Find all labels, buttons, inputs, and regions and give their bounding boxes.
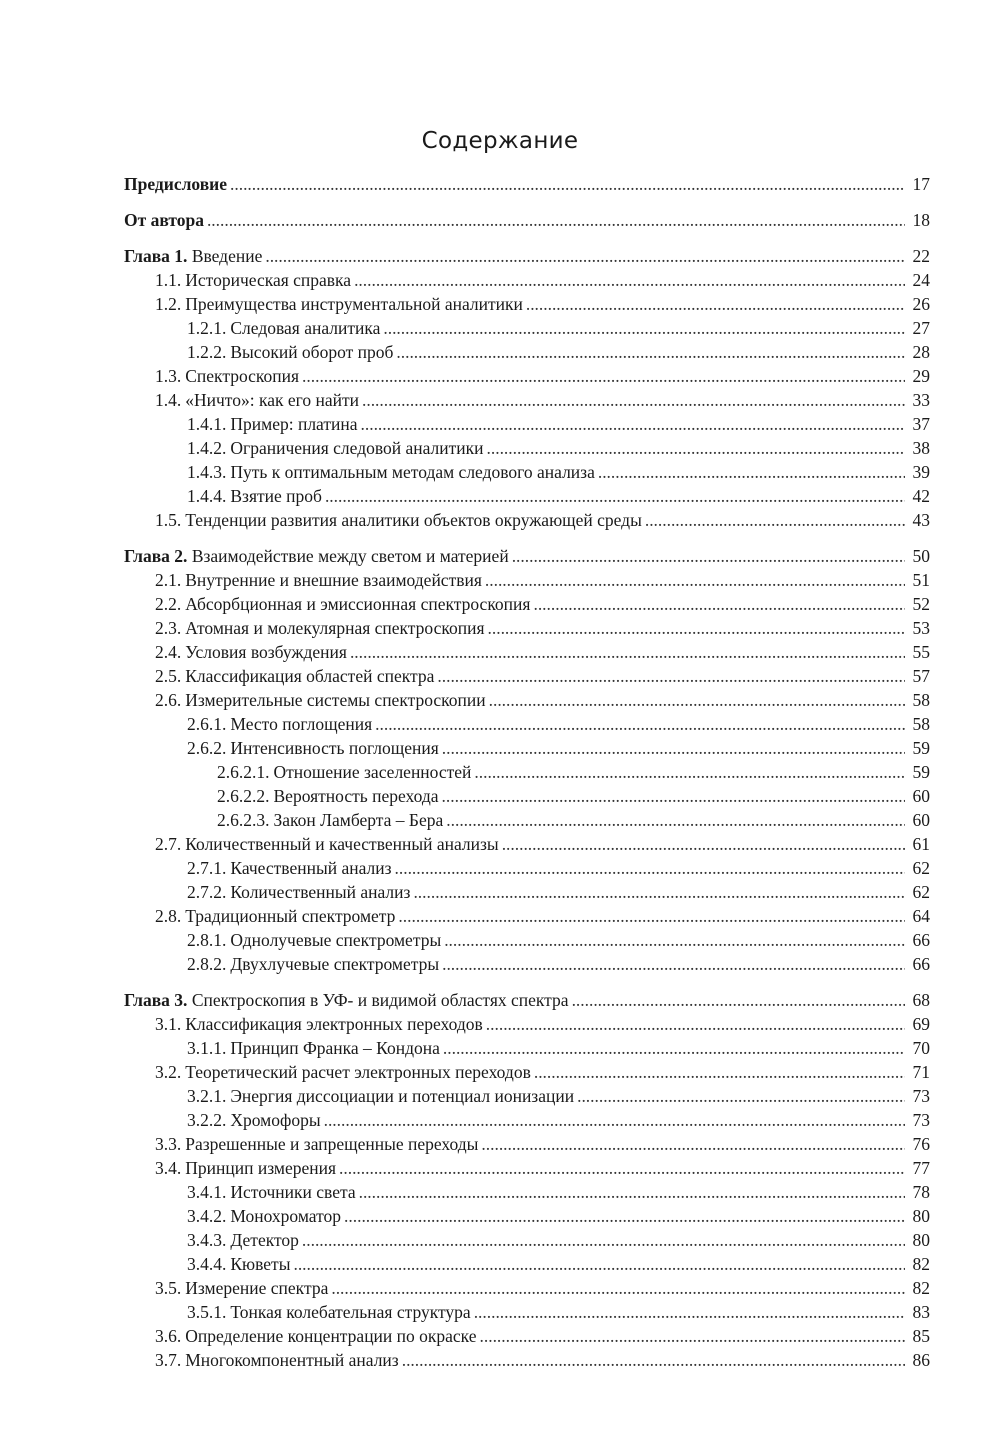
section-number: 3.4.2. <box>187 1206 227 1226</box>
toc-page-number: 38 <box>912 438 930 458</box>
toc-entry[interactable] <box>155 1156 930 1180</box>
dot-leader <box>361 412 905 436</box>
toc-entry[interactable] <box>187 316 930 340</box>
section-title: Теоретический расчет электронных переходов <box>185 1062 531 1082</box>
toc-entry-label <box>155 1132 478 1156</box>
toc-entry[interactable] <box>155 1060 930 1084</box>
chapter-prefix: Глава 1. <box>124 246 188 266</box>
section-number: 3.1.1. <box>187 1038 227 1058</box>
toc-page-number: 43 <box>912 510 930 530</box>
toc-entry[interactable] <box>187 856 930 880</box>
dot-leader <box>325 484 905 508</box>
toc-entry[interactable] <box>155 1324 930 1348</box>
section-title: Вероятность перехода <box>273 786 439 806</box>
toc-entry[interactable] <box>155 364 930 388</box>
toc-entry[interactable] <box>155 592 930 616</box>
toc-entry[interactable] <box>155 268 930 292</box>
section-number: 3.2. <box>155 1062 182 1082</box>
section-title: Детектор <box>230 1230 299 1250</box>
dot-leader <box>396 340 905 364</box>
section-title: Кюветы <box>230 1254 291 1274</box>
section-number: 1.4.3. <box>187 462 227 482</box>
toc-entry[interactable] <box>187 1204 930 1228</box>
toc-page-number: 57 <box>912 666 930 686</box>
dot-leader <box>526 292 905 316</box>
dot-leader <box>489 688 905 712</box>
dot-leader <box>577 1084 905 1108</box>
section-number: 2.7.2. <box>187 882 227 902</box>
toc-entry-label <box>187 1300 471 1324</box>
toc-entry-label <box>155 364 299 388</box>
dot-leader <box>474 760 905 784</box>
toc-entry-label <box>155 1324 477 1348</box>
section-title: Классификация электронных переходов <box>185 1014 483 1034</box>
toc-page-number: 80 <box>912 1206 930 1226</box>
toc-page-number: 73 <box>912 1110 930 1130</box>
toc-entry[interactable] <box>155 292 930 316</box>
section-title: Качественный анализ <box>230 858 392 878</box>
page-title: Содержание <box>421 128 579 154</box>
toc-page-number: 60 <box>912 786 930 806</box>
section-title: Измерение спектра <box>185 1278 329 1298</box>
toc-chapter-1[interactable] <box>124 244 930 268</box>
section-number: 1.2.2. <box>187 342 227 362</box>
toc-entry-label <box>217 784 439 808</box>
toc-entry-label <box>155 904 395 928</box>
toc-entry-label: Предисловие <box>124 174 228 194</box>
toc-entry-label <box>217 808 443 832</box>
toc-entry[interactable] <box>187 484 930 508</box>
toc-entry[interactable] <box>187 736 930 760</box>
toc-entry-label <box>155 292 523 316</box>
section-title: Интенсивность поглощения <box>230 738 439 758</box>
toc-entry-label <box>124 988 569 1012</box>
dot-leader <box>375 712 905 736</box>
dot-leader <box>207 208 905 232</box>
section-title: Многокомпонентный анализ <box>185 1350 399 1370</box>
toc-entry-label <box>187 340 393 364</box>
section-number: 3.2.2. <box>187 1110 227 1130</box>
chapter-title: Спектроскопия в УФ- и видимой областях спектра <box>191 990 569 1010</box>
section-title: Монохроматор <box>230 1206 342 1226</box>
toc-page-number: 80 <box>912 1230 930 1250</box>
toc-page-number: 64 <box>912 906 930 926</box>
toc-entry[interactable] <box>187 1180 930 1204</box>
toc-entry[interactable] <box>155 616 930 640</box>
toc-page-number: 59 <box>912 762 930 782</box>
chapter-title: Введение <box>191 246 263 266</box>
toc-entry-label <box>155 508 642 532</box>
section-title: Двухлучевые спектрометры <box>230 954 440 974</box>
section-title: Закон Ламберта – Бера <box>273 810 444 830</box>
section-title: Энергия диссоциации и потенциал ионизации <box>230 1086 575 1106</box>
toc-page-number: 52 <box>912 594 930 614</box>
section-title: Количественный анализ <box>230 882 411 902</box>
section-number: 3.5.1. <box>187 1302 227 1322</box>
section-title: Историческая справка <box>185 270 352 290</box>
dot-leader <box>488 616 905 640</box>
section-title: Взятие проб <box>230 486 322 506</box>
dot-leader <box>534 1060 905 1084</box>
toc-entry[interactable] <box>217 808 930 832</box>
toc-entry[interactable] <box>187 1108 930 1132</box>
toc-entry-label <box>187 1204 341 1228</box>
section-title: Традиционный спектрометр <box>185 906 396 926</box>
toc-page-number: 73 <box>912 1086 930 1106</box>
toc-entry-label <box>187 412 358 436</box>
toc-entry-label <box>187 1228 299 1252</box>
section-number: 2.6. <box>155 690 182 710</box>
dot-leader <box>502 832 905 856</box>
section-number: 1.2.1. <box>187 318 227 338</box>
section-title: Условия возбуждения <box>185 642 347 662</box>
toc-entry-label <box>187 928 441 952</box>
toc-entry[interactable] <box>187 952 930 976</box>
toc-entry[interactable] <box>187 1228 930 1252</box>
toc-entry-label <box>187 1084 574 1108</box>
section-number: 2.6.2. <box>187 738 227 758</box>
section-number: 1.5. <box>155 510 182 530</box>
section-title: Тенденции развития аналитики объектов окружающей среды <box>185 510 642 530</box>
section-number: 2.8.1. <box>187 930 227 950</box>
toc-page-number: 51 <box>912 570 930 590</box>
section-title: Внутренние и внешние взаимодействия <box>185 570 482 590</box>
dot-leader <box>402 1348 905 1372</box>
dot-leader <box>331 1276 905 1300</box>
section-number: 3.1. <box>155 1014 182 1034</box>
section-title: Однолучевые спектрометры <box>230 930 442 950</box>
section-title: Атомная и молекулярная спектроскопия <box>185 618 485 638</box>
section-title: Тонкая колебательная структура <box>230 1302 471 1322</box>
toc-page-number: 29 <box>912 366 930 386</box>
toc-entry[interactable] <box>155 568 930 592</box>
toc-entry[interactable] <box>155 664 930 688</box>
chapter-prefix: Глава 2. <box>124 546 188 566</box>
section-number: 3.4.4. <box>187 1254 227 1274</box>
dot-leader <box>437 664 905 688</box>
toc-entry-label <box>187 484 322 508</box>
dot-leader <box>485 568 905 592</box>
toc-entry[interactable] <box>217 760 930 784</box>
dot-leader <box>486 1012 905 1036</box>
toc-page-number: 78 <box>912 1182 930 1202</box>
section-title: Пример: платина <box>230 414 358 434</box>
dot-leader <box>413 880 905 904</box>
dot-leader <box>339 1156 905 1180</box>
toc-entry[interactable] <box>155 904 930 928</box>
section-number: 2.6.2.1. <box>217 762 270 782</box>
toc-page-number: 22 <box>912 246 930 266</box>
toc-entry[interactable] <box>187 928 930 952</box>
toc-entry-label <box>124 544 509 568</box>
toc-page-number: 60 <box>912 810 930 830</box>
toc-entry-label <box>155 592 530 616</box>
section-number: 1.3. <box>155 366 182 386</box>
section-number: 2.2. <box>155 594 182 614</box>
toc-entry-label <box>187 1180 356 1204</box>
toc-entry-label <box>155 1156 336 1180</box>
toc-entry-label <box>187 460 595 484</box>
section-title: Источники света <box>230 1182 356 1202</box>
section-title: Отношение заселенностей <box>273 762 472 782</box>
toc-entry-label <box>155 268 351 292</box>
section-number: 2.1. <box>155 570 182 590</box>
section-number: 2.8. <box>155 906 182 926</box>
toc-entry[interactable] <box>155 1276 930 1300</box>
toc-entry-from-author[interactable] <box>124 208 930 232</box>
section-number: 3.4. <box>155 1158 182 1178</box>
section-title: Следовая аналитика <box>230 318 381 338</box>
toc-entry-label <box>187 1108 321 1132</box>
dot-leader <box>395 856 905 880</box>
toc-page-number: 77 <box>912 1158 930 1178</box>
toc-chapter-2[interactable] <box>124 544 930 568</box>
toc-entry[interactable] <box>217 784 930 808</box>
toc-page-number: 83 <box>912 1302 930 1322</box>
dot-leader <box>446 808 905 832</box>
toc-page-number: 66 <box>912 954 930 974</box>
toc-entry[interactable] <box>187 340 930 364</box>
toc-entry-label <box>187 880 410 904</box>
section-title: Место поглощения <box>230 714 373 734</box>
section-number: 3.7. <box>155 1350 182 1370</box>
toc-entry-label <box>155 388 359 412</box>
dot-leader <box>443 1036 905 1060</box>
toc-entry[interactable] <box>155 832 930 856</box>
toc-page-number: 86 <box>912 1350 930 1370</box>
toc-entry-label <box>187 736 439 760</box>
dot-leader <box>598 460 905 484</box>
toc-entry[interactable] <box>187 436 930 460</box>
toc-page-number: 18 <box>912 210 930 230</box>
section-number: 3.4.1. <box>187 1182 227 1202</box>
toc-entry[interactable] <box>155 508 930 532</box>
section-title: Высокий оборот проб <box>230 342 394 362</box>
section-number: 1.4. <box>155 390 182 410</box>
section-number: 2.6.2.2. <box>217 786 270 806</box>
section-title: Абсорбционная и эмиссионная спектроскопия <box>185 594 531 614</box>
toc-page-number: 42 <box>912 486 930 506</box>
section-number: 2.6.1. <box>187 714 227 734</box>
toc-page-number: 62 <box>912 882 930 902</box>
toc-page-number: 66 <box>912 930 930 950</box>
toc-entry-label <box>155 1276 328 1300</box>
section-number: 3.4.3. <box>187 1230 227 1250</box>
toc-page-number: 33 <box>912 390 930 410</box>
toc-entry[interactable] <box>155 688 930 712</box>
toc-entry[interactable] <box>187 712 930 736</box>
section-title: «Ничто»: как его найти <box>185 390 359 410</box>
section-number: 3.2.1. <box>187 1086 227 1106</box>
dot-leader <box>293 1252 905 1276</box>
section-number: 3.3. <box>155 1134 182 1154</box>
section-title: Количественный и качественный анализы <box>185 834 499 854</box>
toc-entry-label: От автора <box>124 210 204 230</box>
toc-entry[interactable] <box>155 1132 930 1156</box>
toc-page-number: 69 <box>912 1014 930 1034</box>
toc-page-number: 50 <box>912 546 930 566</box>
section-number: 1.2. <box>155 294 182 314</box>
toc-page-number: 26 <box>912 294 930 314</box>
dot-leader <box>442 736 905 760</box>
toc-entry-label <box>155 616 485 640</box>
toc-page-number: 82 <box>912 1254 930 1274</box>
dot-leader <box>344 1204 905 1228</box>
dot-leader <box>444 928 905 952</box>
toc-entry[interactable] <box>187 1300 930 1324</box>
toc-entry[interactable] <box>187 1084 930 1108</box>
section-title: Спектроскопия <box>185 366 300 386</box>
toc-entry-label <box>155 1060 531 1084</box>
section-number: 2.7.1. <box>187 858 227 878</box>
toc-entry-label <box>217 760 471 784</box>
toc-entry[interactable] <box>187 880 930 904</box>
section-number: 3.5. <box>155 1278 182 1298</box>
toc-page-number: 59 <box>912 738 930 758</box>
toc-page-number: 24 <box>912 270 930 290</box>
section-title: Принцип Франка – Кондона <box>230 1038 440 1058</box>
toc-entry-label <box>187 952 439 976</box>
dot-leader <box>480 1324 905 1348</box>
toc-entry-label <box>124 244 262 268</box>
section-number: 2.4. <box>155 642 182 662</box>
toc-page-number: 68 <box>912 990 930 1010</box>
toc-entry-label <box>155 1348 399 1372</box>
dot-leader <box>645 508 905 532</box>
toc-page-number: 85 <box>912 1326 930 1346</box>
toc-entry[interactable] <box>155 388 930 412</box>
section-title: Преимущества инструментальной аналитики <box>185 294 523 314</box>
section-title: Хромофоры <box>230 1110 321 1130</box>
toc-entry-label <box>187 712 372 736</box>
dot-leader <box>265 244 905 268</box>
dot-leader <box>302 1228 905 1252</box>
section-number: 2.7. <box>155 834 182 854</box>
toc-chapter-3[interactable] <box>124 988 930 1012</box>
toc-entry[interactable] <box>155 640 930 664</box>
toc-entry[interactable] <box>187 1252 930 1276</box>
dot-leader <box>572 988 905 1012</box>
section-number: 1.4.2. <box>187 438 227 458</box>
dot-leader <box>474 1300 905 1324</box>
section-title: Классификация областей спектра <box>185 666 435 686</box>
section-number: 1.1. <box>155 270 182 290</box>
toc-page-number: 61 <box>912 834 930 854</box>
toc-page-number: 17 <box>912 174 930 194</box>
section-title: Определение концентрации по окраске <box>185 1326 477 1346</box>
toc-entry-label <box>155 832 499 856</box>
chapter-title: Взаимодействие между светом и материей <box>191 546 509 566</box>
toc-page-number: 82 <box>912 1278 930 1298</box>
section-number: 2.5. <box>155 666 182 686</box>
toc-entry[interactable] <box>187 412 930 436</box>
toc-page-number: 58 <box>912 714 930 734</box>
section-title: Ограничения следовой аналитики <box>230 438 484 458</box>
toc-page-number: 62 <box>912 858 930 878</box>
section-title: Разрешенные и запрещенные переходы <box>185 1134 479 1154</box>
toc-page-number: 37 <box>912 414 930 434</box>
dot-leader <box>533 592 905 616</box>
section-number: 2.8.2. <box>187 954 227 974</box>
dot-leader <box>442 952 905 976</box>
toc-entry-label <box>155 664 434 688</box>
toc-page-number: 76 <box>912 1134 930 1154</box>
dot-leader <box>362 388 905 412</box>
toc-entry[interactable] <box>187 460 930 484</box>
dot-leader <box>230 172 905 196</box>
dot-leader <box>487 436 905 460</box>
toc-page-number: 39 <box>912 462 930 482</box>
toc-entry-label <box>187 856 392 880</box>
dot-leader <box>481 1132 905 1156</box>
toc-entry[interactable] <box>155 1348 930 1372</box>
toc-entry-label <box>155 568 482 592</box>
toc-entry-label <box>155 688 486 712</box>
dot-leader <box>512 544 905 568</box>
dot-leader <box>442 784 905 808</box>
section-number: 1.4.4. <box>187 486 227 506</box>
dot-leader <box>359 1180 905 1204</box>
toc-page-number: 53 <box>912 618 930 638</box>
toc-entry-preface[interactable] <box>124 172 930 196</box>
toc-page-number: 58 <box>912 690 930 710</box>
section-number: 1.4.1. <box>187 414 227 434</box>
toc-entry-label <box>187 316 380 340</box>
toc-entry-label <box>187 1036 440 1060</box>
section-title: Путь к оптимальным методам следового анализа <box>230 462 595 482</box>
dot-leader <box>302 364 905 388</box>
toc-page-number: 28 <box>912 342 930 362</box>
section-number: 2.6.2.3. <box>217 810 270 830</box>
chapter-prefix: Глава 3. <box>124 990 188 1010</box>
toc-page-number: 27 <box>912 318 930 338</box>
toc-page-number: 55 <box>912 642 930 662</box>
toc-page-number: 71 <box>912 1062 930 1082</box>
section-number: 2.3. <box>155 618 182 638</box>
toc-entry-label <box>187 436 484 460</box>
dot-leader <box>398 904 905 928</box>
dot-leader <box>350 640 905 664</box>
dot-leader <box>354 268 905 292</box>
toc-entry[interactable] <box>187 1036 930 1060</box>
toc-page-number: 70 <box>912 1038 930 1058</box>
section-number: 3.6. <box>155 1326 182 1346</box>
toc-entry-label <box>155 640 347 664</box>
dot-leader <box>324 1108 905 1132</box>
toc-entry-label <box>155 1012 483 1036</box>
dot-leader <box>383 316 905 340</box>
section-title: Измерительные системы спектроскопии <box>185 690 486 710</box>
toc-entry[interactable] <box>155 1012 930 1036</box>
section-title: Принцип измерения <box>185 1158 337 1178</box>
toc-entry-label <box>187 1252 290 1276</box>
